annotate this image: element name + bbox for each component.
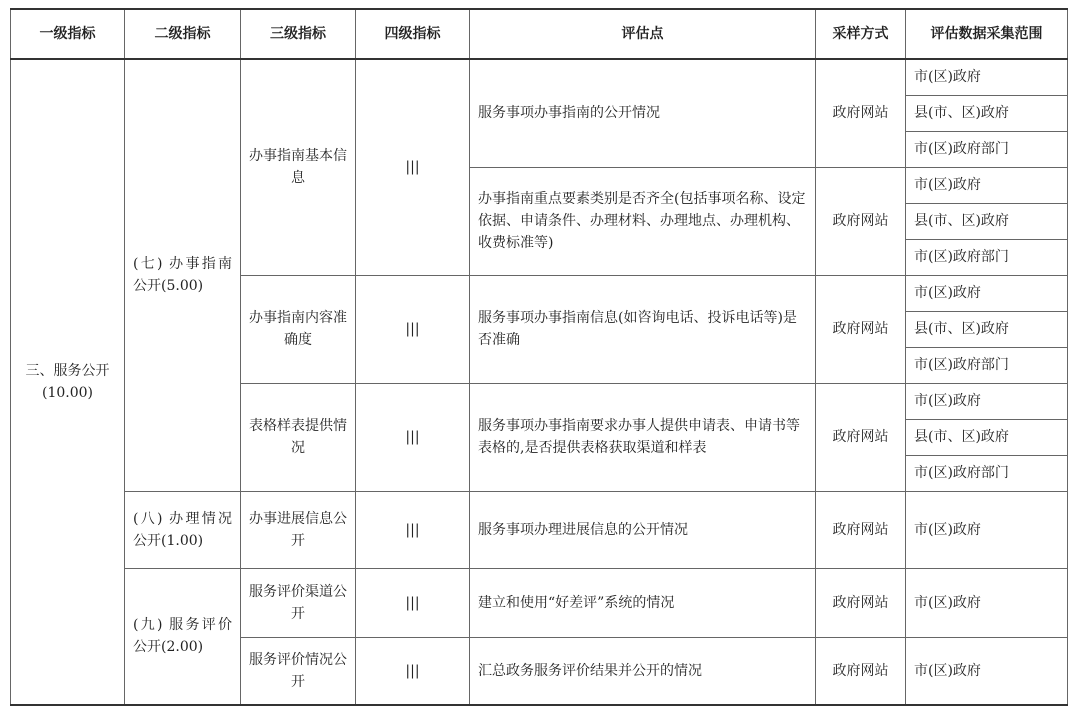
- scope-cell: 市(区)政府: [906, 275, 1068, 311]
- scope-cell: 市(区)政府: [906, 383, 1068, 419]
- assessment-point-cell: 服务事项办事指南的公开情况: [470, 59, 816, 167]
- level1-score: (10.00): [41, 385, 93, 401]
- sampling-method-cell: 政府网站: [816, 383, 906, 491]
- sampling-method-cell: 政府网站: [816, 167, 906, 275]
- scope-cell: 市(区)政府: [906, 167, 1068, 203]
- level4-cell: |||: [356, 568, 470, 637]
- table-row: [11, 59, 1068, 95]
- assessment-point-cell: 汇总政务服务评价结果并公开的情况: [470, 637, 816, 705]
- header-row: [11, 9, 1068, 59]
- level4-cell: |||: [356, 383, 470, 491]
- assessment-point-cell: 办事指南重点要素类别是否齐全(包括事项名称、设定依据、申请条件、办理材料、办理地点、办理机构、收费标准等): [470, 167, 816, 275]
- indicator-table: [10, 8, 1068, 706]
- header-collection-scope: 评估数据采集范围: [906, 9, 1068, 59]
- level2-cell: (九) 服务评价公开(2.00): [125, 568, 241, 705]
- scope-cell: 县(市、区)政府: [906, 419, 1068, 455]
- scope-cell: 市(区)政府: [906, 637, 1068, 705]
- level3-cell: 办事指南基本信息: [241, 59, 356, 275]
- scope-cell: 市(区)政府部门: [906, 455, 1068, 491]
- assessment-point-cell: 建立和使用“好差评”系统的情况: [470, 568, 816, 637]
- scope-cell: 市(区)政府: [906, 568, 1068, 637]
- level3-cell: 办事进展信息公开: [241, 491, 356, 568]
- sampling-method-cell: 政府网站: [816, 275, 906, 383]
- level3-cell: 服务评价情况公开: [241, 637, 356, 705]
- level4-cell: |||: [356, 491, 470, 568]
- sampling-method-cell: 政府网站: [816, 491, 906, 568]
- level3-cell: 服务评价渠道公开: [241, 568, 356, 637]
- level3-cell: 表格样表提供情况: [241, 383, 356, 491]
- scope-cell: 市(区)政府: [906, 491, 1068, 568]
- scope-cell: 市(区)政府部门: [906, 239, 1068, 275]
- scope-cell: 县(市、区)政府: [906, 95, 1068, 131]
- sampling-method-cell: 政府网站: [816, 59, 906, 167]
- table-row: [11, 568, 1068, 637]
- level2-cell: (七) 办事指南公开(5.00): [125, 59, 241, 491]
- sampling-method-cell: 政府网站: [816, 568, 906, 637]
- assessment-point-cell: 服务事项办事指南信息(如咨询电话、投诉电话等)是否准确: [470, 275, 816, 383]
- header-level4: 四级指标: [356, 9, 470, 59]
- header-level3: 三级指标: [241, 9, 356, 59]
- scope-cell: 市(区)政府: [906, 59, 1068, 95]
- header-sampling-method: 采样方式: [816, 9, 906, 59]
- assessment-point-cell: 服务事项办事指南要求办事人提供申请表、申请书等表格的,是否提供表格获取渠道和样表: [470, 383, 816, 491]
- assessment-point-cell: 服务事项办理进展信息的公开情况: [470, 491, 816, 568]
- table-row: [11, 491, 1068, 568]
- header-level1: 一级指标: [11, 9, 125, 59]
- scope-cell: 县(市、区)政府: [906, 203, 1068, 239]
- level2-cell: (八) 办理情况公开(1.00): [125, 491, 241, 568]
- level1-cell: [11, 59, 125, 705]
- level3-cell: 办事指南内容准确度: [241, 275, 356, 383]
- scope-cell: 县(市、区)政府: [906, 311, 1068, 347]
- header-assessment-point: 评估点: [470, 9, 816, 59]
- sampling-method-cell: 政府网站: [816, 637, 906, 705]
- level4-cell: |||: [356, 637, 470, 705]
- scope-cell: 市(区)政府部门: [906, 347, 1068, 383]
- header-level2: 二级指标: [125, 9, 241, 59]
- level4-cell: |||: [356, 59, 470, 275]
- level4-cell: |||: [356, 275, 470, 383]
- level1-name: 三、服务公开: [25, 363, 110, 379]
- scope-cell: 市(区)政府部门: [906, 131, 1068, 167]
